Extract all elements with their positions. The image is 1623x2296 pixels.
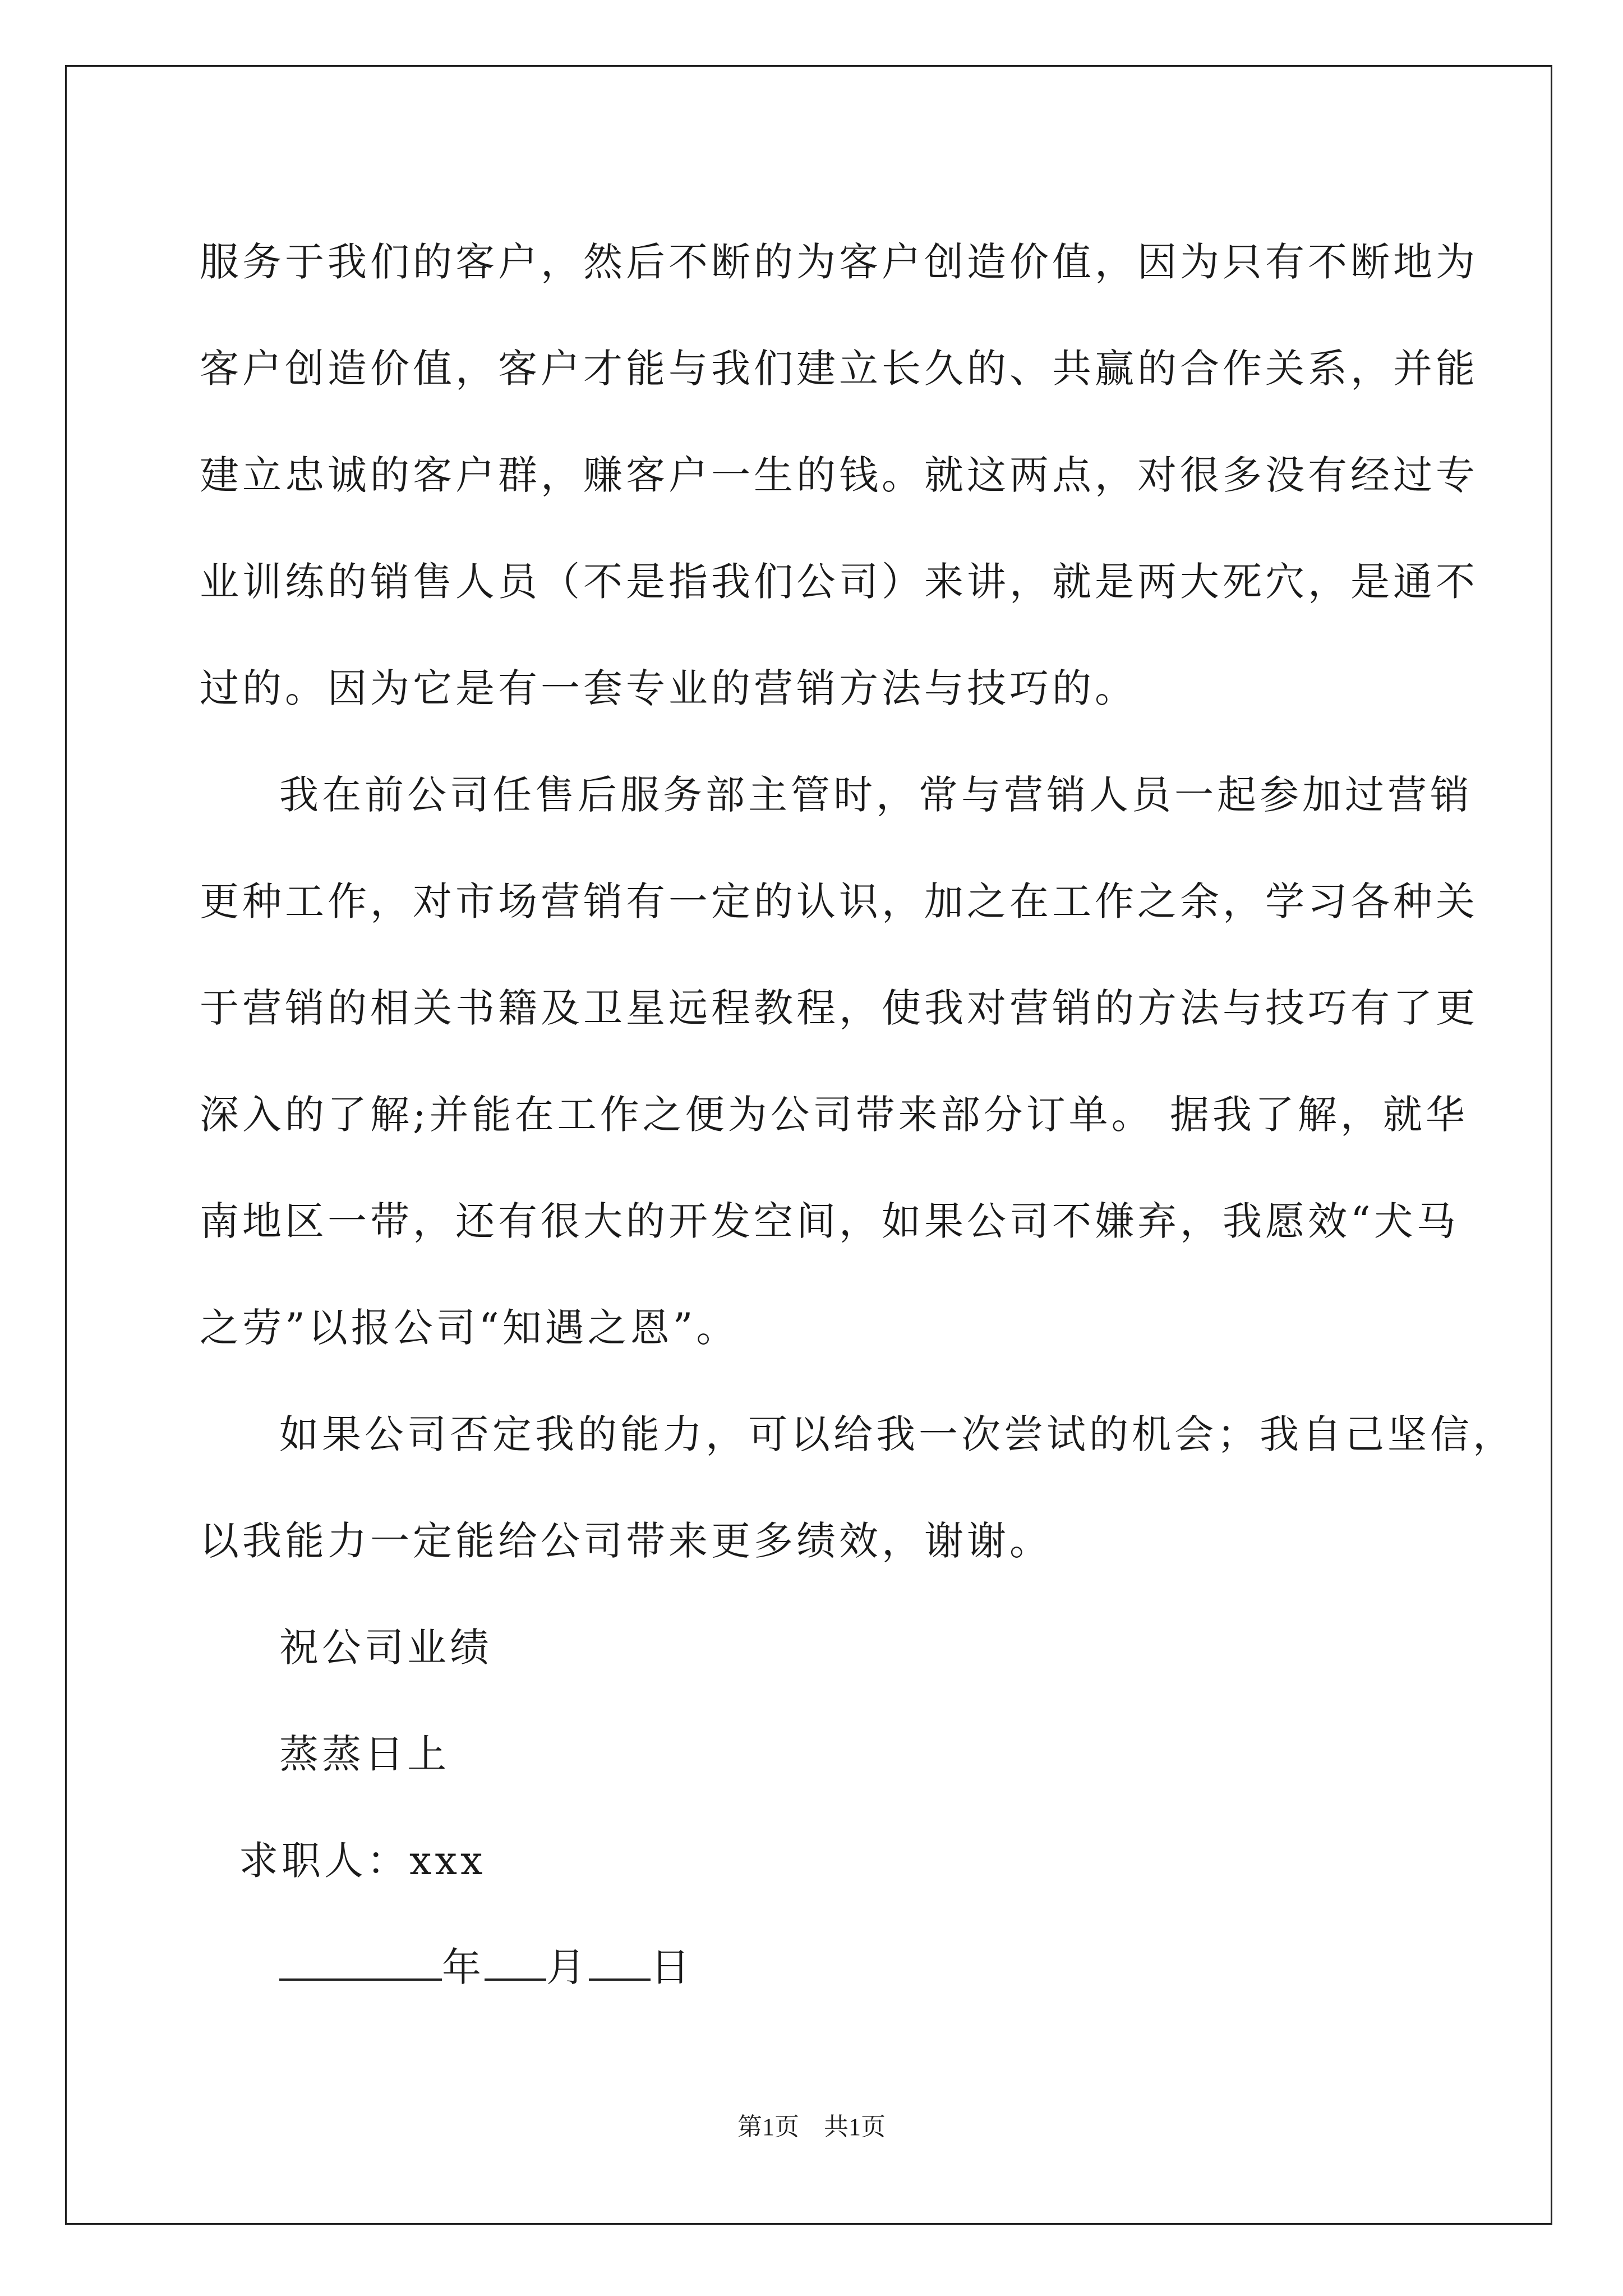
text-line: 之劳”以报公司“知遇之恩”。 [200, 1305, 739, 1351]
text-line: 深入的了解;并能在工作之便为公司带来部分订单。 据我了解，就华 [200, 1092, 1468, 1138]
paragraph-3 [200, 1381, 1515, 1594]
text-line: 过的。因为它是有一套专业的营销方法与技巧的。 [200, 665, 1137, 711]
closing [200, 1594, 1450, 2021]
text-line: 于营销的相关书籍及卫星远程教程，使我对营销的方法与技巧有了更 [200, 985, 1478, 1031]
date-line [200, 1914, 1450, 2021]
applicant-signature: 求职人：xxx [239, 1838, 486, 1884]
month-blank [485, 1945, 546, 1981]
text-line: 服务于我们的客户，然后不断的为客户创造价值，因为只有不断地为 [200, 239, 1478, 285]
date-month-label: 月 [546, 1944, 589, 1990]
text-line: 如果公司否定我的能力，可以给我一次尝试的机会；我自己坚信， [279, 1411, 1515, 1457]
year-blank [279, 1945, 442, 1981]
day-blank [589, 1945, 651, 1981]
letter-body [200, 209, 1515, 2021]
text-line: 业训练的销售人员（不是指我们公司）来讲，就是两大死穴，是通不 [200, 559, 1478, 605]
text-line: 建立忠诚的客户群，赚客户一生的钱。就这两点，对很多没有经过专 [200, 452, 1478, 498]
text-line: 客户创造价值，客户才能与我们建立长久的、共赢的合作关系，并能 [200, 346, 1478, 392]
closing-wish-line-1: 祝公司业绩 [279, 1625, 492, 1671]
date-day-label: 日 [651, 1944, 693, 1990]
text-line: 我在前公司任售后服务部主管时，常与营销人员一起参加过营销 [279, 772, 1473, 818]
paragraph-2 [200, 742, 1478, 1381]
page-footer: 第1页 共1页 [737, 2113, 886, 2141]
text-line: 以我能力一定能给公司带来更多绩效，谢谢。 [200, 1518, 1052, 1564]
paragraph-1 [200, 209, 1478, 742]
date-year-label: 年 [442, 1944, 485, 1990]
text-line: 南地区一带，还有很大的开发空间，如果公司不嫌弃，我愿效“犬马 [200, 1198, 1459, 1244]
closing-wish-line-2: 蒸蒸日上 [279, 1731, 450, 1777]
text-line: 更种工作，对市场营销有一定的认识，加之在工作之余，学习各种关 [200, 878, 1478, 924]
